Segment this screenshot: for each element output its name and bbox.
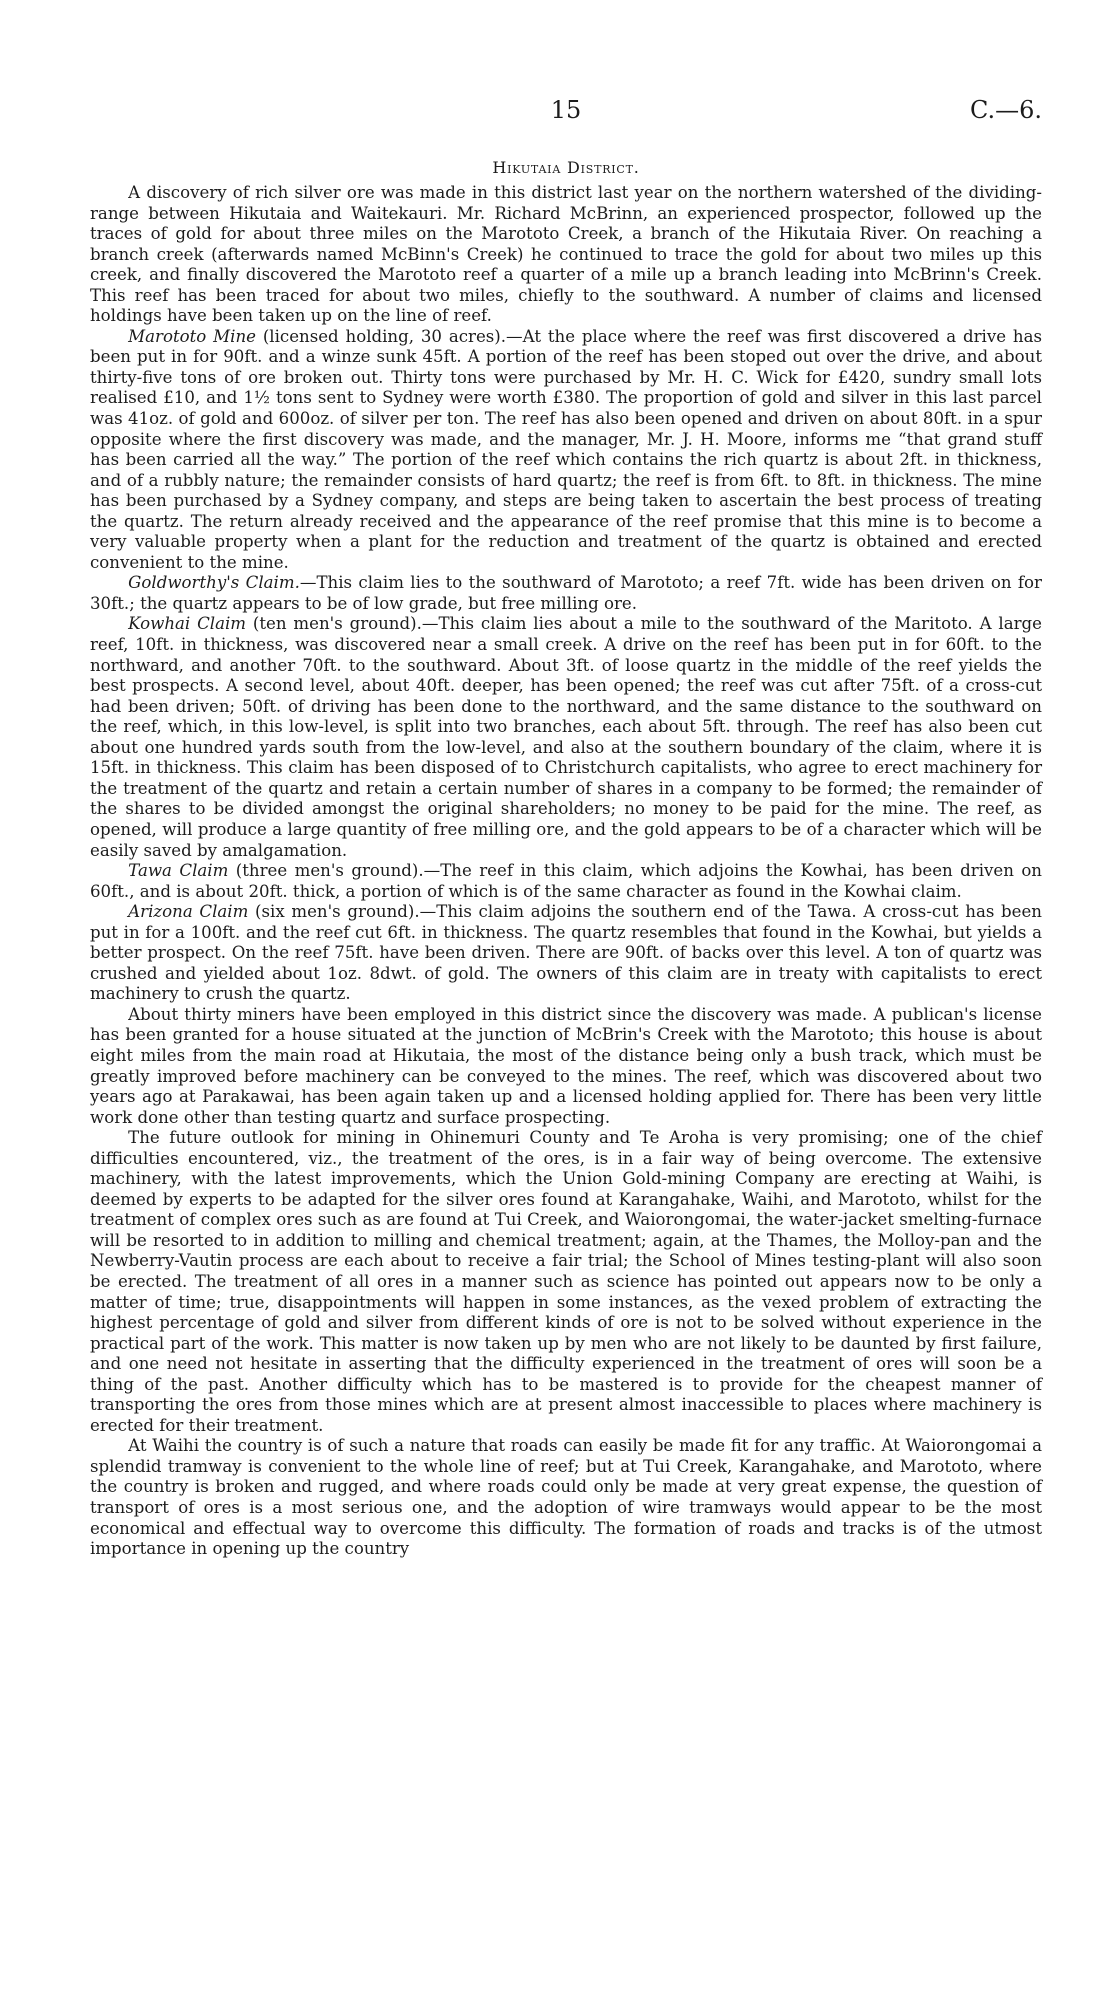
paragraph-marototo-mine <box>90 327 1042 574</box>
paragraph-text: (six men's ground).—This claim adjoins the southern end of the Tawa. A cross-cut has been put in for a 100ft. and the reef cut 6ft. in thickness. The quartz resembles that found in the Kowhai, but yields a better prospect. On the reef 75ft. have been driven. There are 90ft. of backs over this level. A ton of quartz was crushed and yielded about 1oz. 8dwt. of gold. The owners of this claim are in treaty with capitalists to erect machinery to crush the quartz. <box>90 902 1042 1004</box>
paragraph-miners-employed <box>90 1005 1042 1128</box>
paragraph-intro <box>90 183 1042 327</box>
paragraph-text: (licensed holding, 30 acres).—At the place where the reef was first discovered a drive has been put in for 90ft. and a winze sunk 45ft. A portion of the reef has been stoped out over the drive, and about thirty-five tons of ore broken out. Thirty tons were purchased by Mr. H. C. Wick for £420, sundry small lots realised £10, and 1½ tons sent to Sydney were worth £380. The proportion of gold and silver in this last parcel was 41oz. of gold and 600oz. of silver per ton. The reef has also been opened and driven on about 80ft. in a spur opposite where the first discovery was made, and the manager, Mr. J. H. Moore, informs me “that grand stuff has been carried all the way.” The portion of the reef which contains the rich quartz is about 2ft. in thickness, and of a rubbly nature; the remainder consists of hard quartz; the reef is from 6ft. to 8ft. in thickness. The mine has been purchased by a Sydney company, and steps are being taken to ascertain the best process of treating the quartz. The return already received and the appearance of the reef promise that this mine is to become a very valuable property when a plant for the reduction and treatment of the quartz is obtained and erected convenient to the mine. <box>90 326 1042 572</box>
document-reference: C.—6. <box>969 96 1042 124</box>
paragraph-text: About thirty miners have been employed in this district since the discovery was made. A publican's license has been granted for a house situated at the junction of McBrin's Creek with the Marototo; this house is about eight miles from the main road at Hikutaia, the most of the distance being only a bush track, which must be greatly improved before machinery can be conveyed to the mines. The reef, which was discovered about two years ago at Parakawai, has been again taken up and a licensed holding applied for. There has been very little work done other than testing quartz and surface prospecting. <box>90 1004 1042 1127</box>
paragraph-tawa-claim <box>90 861 1042 902</box>
paragraph-goldworthys-claim <box>90 573 1042 614</box>
paragraph-lead: Kowhai Claim <box>128 614 247 634</box>
paragraph-lead: Tawa Claim <box>128 861 229 881</box>
paragraph-text: —This claim lies to the southward of Marototo; a reef 7ft. wide has been driven on for 30ft.; the quartz appears to be of low grade, but free milling ore. <box>90 573 1042 613</box>
paragraph-future-outlook <box>90 1128 1042 1436</box>
paragraph-text: At Waihi the country is of such a nature that roads can easily be made fit for any traffic. At Waiorongomai a splendid tramway is convenient to the whole line of reef; but at Tui Creek, Karangahake, and Marototo, where the country is broken and rugged, and where roads could only be made at very great expense, the question of transport of ores is a most serious one, and the adoption of wire tramways would appear to be the most economical and effectual way to overcome this difficulty. The formation of roads and tracks is of the utmost importance in opening up the country <box>90 1436 1042 1559</box>
paragraph-kowhai-claim <box>90 614 1042 861</box>
paragraph-arizona-claim <box>90 902 1042 1005</box>
paragraph-lead: Goldworthy's Claim. <box>128 573 300 593</box>
section-title: Hikutaia District. <box>492 158 640 177</box>
paragraph-text: A discovery of rich silver ore was made in this district last year on the northern watershed of the dividing-range between Hikutaia and Waitekauri. Mr. Richard McBrinn, an experienced prospector, followed up the traces of gold for about three miles on the Marototo Creek, a branch of the Hikutaia River. On reaching a branch creek (afterwards named McBinn's Creek) he continued to trace the gold for about two miles up this creek, and finally discovered the Marototo reef a quarter of a mile up a branch leading into McBrinn's Creek. This reef has been traced for about two miles, chiefly to the southward. A number of claims and licensed holdings have been taken up on the line of reef. <box>90 183 1042 326</box>
paragraph-text: (ten men's ground).—This claim lies about a mile to the southward of the Maritoto. A large reef, 10ft. in thickness, was discovered near a small creek. A drive on the reef has been put in for 60ft. to the northward, and another 70ft. to the southward. About 3ft. of loose quartz in the middle of the reef yields the best prospects. A second level, about 40ft. deeper, has been opened; the reef was cut after 75ft. of a cross-cut had been driven; 50ft. of driving has been done to the northward, and the same distance to the southward on the reef, which, in this low-level, is split into two branches, each about 5ft. through. The reef has also been cut about one hundred yards south from the low-level, and also at the southern boundary of the claim, where it is 15ft. in thickness. This claim has been disposed of to Christchurch capitalists, who agree to erect machinery for the treatment of the quartz and retain a certain number of shares in a company to be formed; the remainder of the shares to be divided amongst the original shareholders; no money to be paid for the mine. The reef, as opened, will produce a large quantity of free milling ore, and the gold appears to be of a character which will be easily saved by amalgamation. <box>90 614 1042 860</box>
paragraph-lead: Marototo Mine <box>128 326 256 346</box>
paragraph-text: The future outlook for mining in Ohinemuri County and Te Aroha is very promising; one of the chief difficulties encountered, viz., the treatment of the ores, is in a fair way of being overcome. The extensive machinery, with the latest improvements, which the Union Gold-mining Company are erecting at Waihi, is deemed by experts to be adapted for the silver ores found at Karangahake, Waihi, and Marototo, whilst for the treatment of complex ores such as are found at Tui Creek, and Waiorongomai, the water-jacket smelting-furnace will be resorted to in addition to milling and chemical treatment; again, at the Thames, the Molloy-pan and the Newberry-Vautin process are each about to receive a fair trial; the School of Mines testing-plant will also soon be erected. The treatment of all ores in a manner such as science has pointed out appears now to be only a matter of time; true, disappointments will happen in some instances, as the vexed problem of extracting the highest percentage of gold and silver from different kinds of ore is not to be solved without experience in the practical part of the work. This matter is now taken up by men who are not likely to be daunted by first failure, and one need not hesitate in asserting that the difficulty experienced in the treatment of ores will soon be a thing of the past. Another difficulty which has to be mastered is to provide for the cheapest manner of transporting the ores from those mines which are at present almost inaccessible to places where machinery is erected for their treatment. <box>90 1128 1042 1435</box>
page-number: 15 <box>550 96 582 124</box>
paragraph-lead: Arizona Claim <box>128 902 249 922</box>
paragraph-transport <box>90 1436 1042 1559</box>
paragraph-text: (three men's ground).—The reef in this claim, which adjoins the Kowhai, has been driven on 60ft., and is about 20ft. thick, a portion of which is of the same character as found in the Kowhai claim. <box>90 861 1042 901</box>
page-header <box>90 96 1042 136</box>
